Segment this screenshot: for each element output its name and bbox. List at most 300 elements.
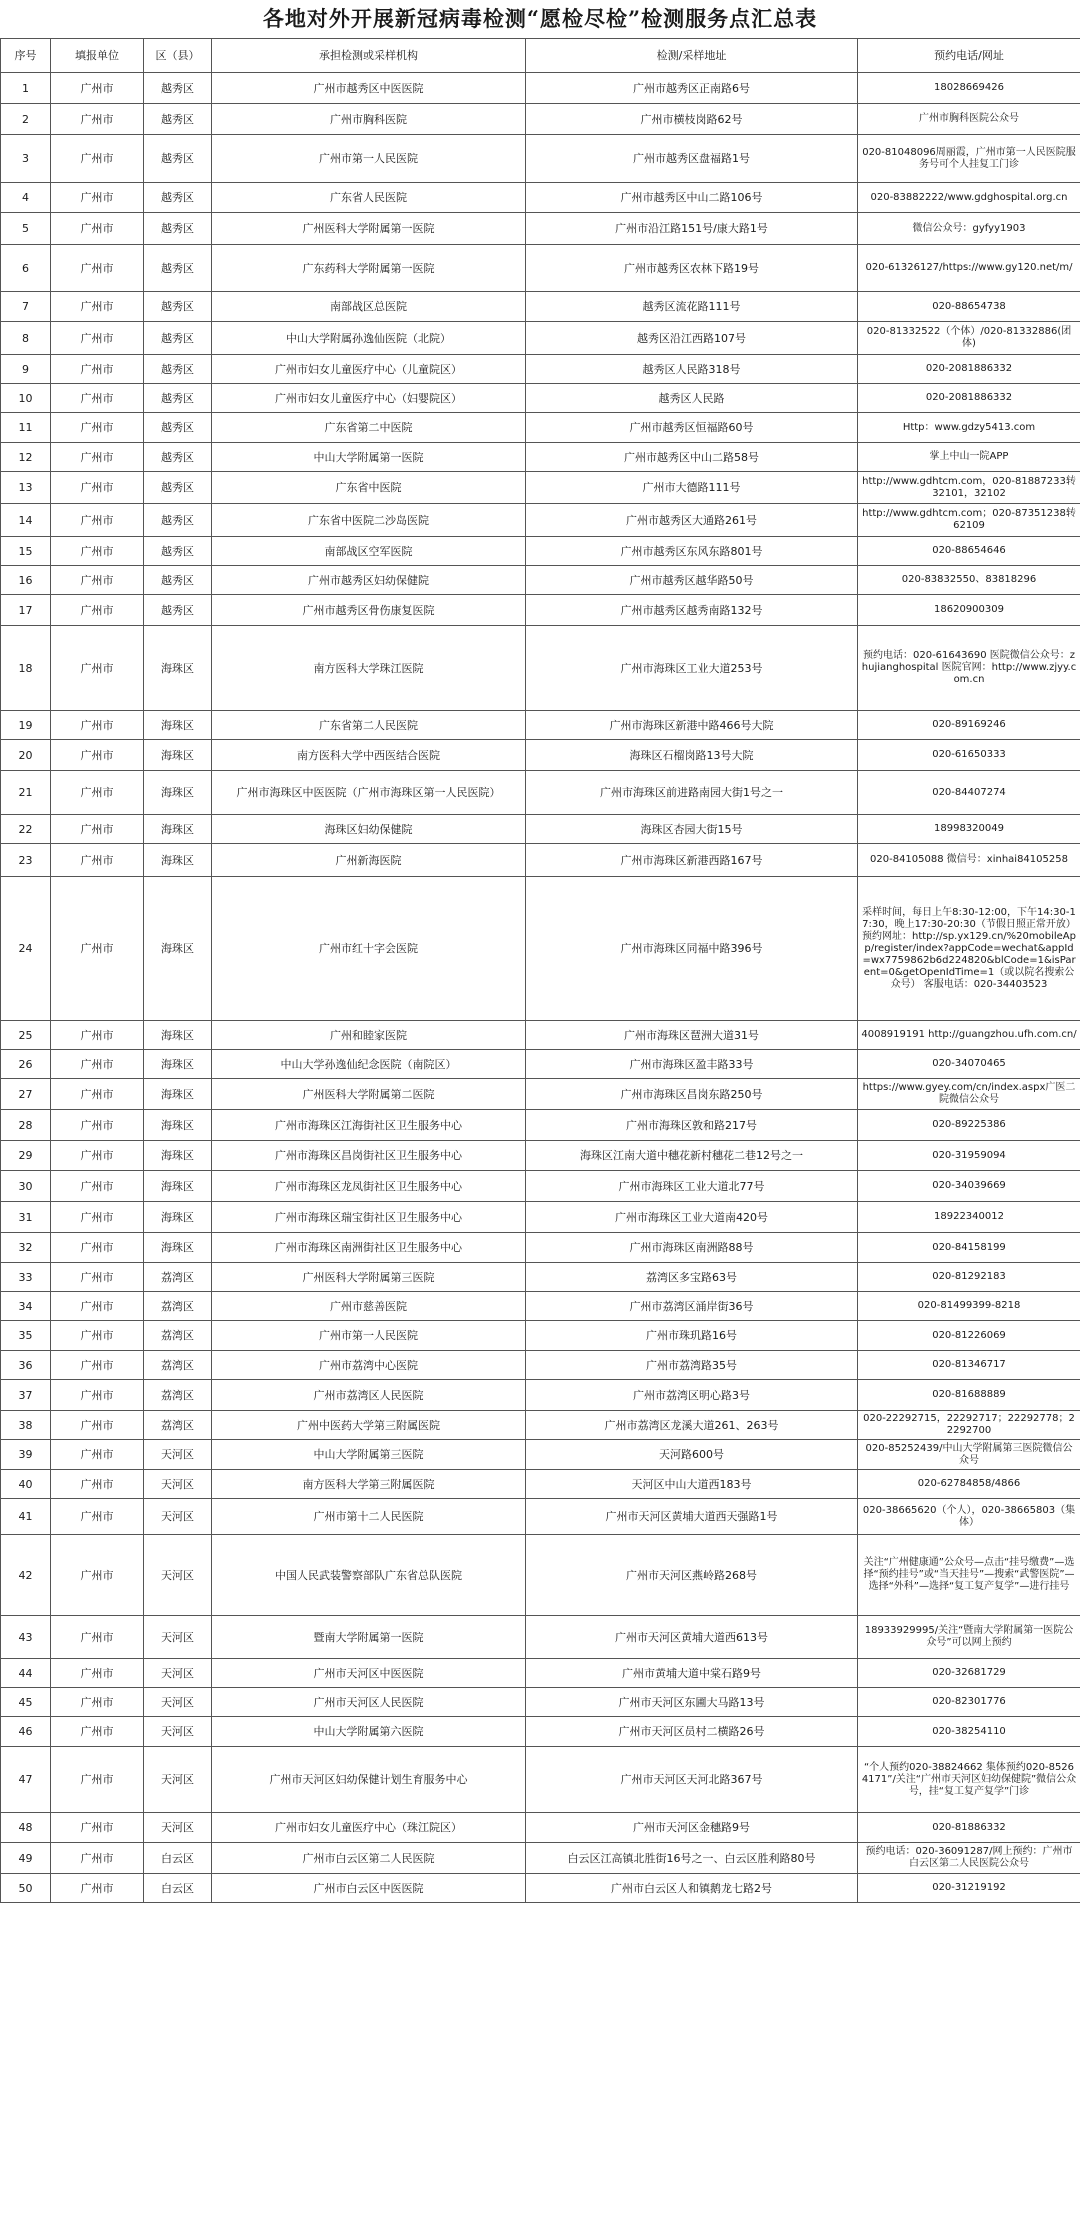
cell-address: 广州市海珠区南洲路88号 [526,1233,858,1263]
table-row [1,504,1080,537]
cell-institution: 广州医科大学附属第一医院 [212,213,526,245]
table-row [1,443,1080,472]
cell-institution: 中山大学附属第三医院 [212,1440,526,1470]
cell-index: 35 [1,1321,51,1351]
cell-address: 广州市越秀区正南路6号 [526,73,858,104]
cell-reporting-unit: 广州市 [51,1411,144,1440]
table-row [1,73,1080,104]
cell-institution: 广州市第一人民医院 [212,1321,526,1351]
cell-institution: 广州市胸科医院 [212,104,526,135]
cell-reporting-unit: 广州市 [51,104,144,135]
cell-contact: 020-81226069 [858,1321,1080,1351]
cell-institution: 广东省第二中医院 [212,413,526,443]
cell-district: 海珠区 [144,1233,212,1263]
cell-contact: 18998320049 [858,815,1080,844]
cell-address: 广州市海珠区新港中路466号大院 [526,711,858,740]
cell-index: 47 [1,1747,51,1813]
cell-district: 天河区 [144,1747,212,1813]
table-row [1,1292,1080,1321]
cell-contact: 020-89225386 [858,1110,1080,1141]
cell-contact: 020-88654646 [858,537,1080,566]
cell-contact: 020-31959094 [858,1141,1080,1171]
cell-reporting-unit: 广州市 [51,1688,144,1717]
cell-reporting-unit: 广州市 [51,815,144,844]
cell-address: 广州市越秀区中山二路58号 [526,443,858,472]
cell-contact: 4008919191 http://guangzhou.ufh.com.cn/ [858,1021,1080,1050]
cell-reporting-unit: 广州市 [51,1535,144,1616]
cell-institution: 广州市荔湾区人民医院 [212,1380,526,1411]
cell-index: 3 [1,135,51,183]
cell-reporting-unit: 广州市 [51,1079,144,1110]
cell-contact: 020-38665620（个人），020-38665803（集体） [858,1499,1080,1535]
cell-address: 广州市越秀区恒福路60号 [526,413,858,443]
table-row [1,1616,1080,1659]
cell-address: 广州市天河区天河北路367号 [526,1747,858,1813]
header-contact: 预约电话/网址 [858,39,1080,73]
cell-institution: 广东省人民医院 [212,183,526,213]
cell-contact: 020-81048096周丽霞，广州市第一人民医院服务号可个人挂复工门诊 [858,135,1080,183]
cell-district: 天河区 [144,1659,212,1688]
cell-institution: 广州市越秀区中医医院 [212,73,526,104]
cell-district: 海珠区 [144,1141,212,1171]
cell-institution: 广东药科大学附属第一医院 [212,245,526,292]
cell-district: 越秀区 [144,135,212,183]
cell-contact: 020-81499399-8218 [858,1292,1080,1321]
cell-district: 越秀区 [144,292,212,322]
cell-district: 荔湾区 [144,1321,212,1351]
table-row [1,815,1080,844]
cell-district: 白云区 [144,1874,212,1903]
cell-district: 海珠区 [144,771,212,815]
table-row [1,1843,1080,1874]
cell-address: 海珠区石榴岗路13号大院 [526,740,858,771]
cell-contact: 020-81346717 [858,1351,1080,1380]
cell-index: 21 [1,771,51,815]
cell-index: 50 [1,1874,51,1903]
cell-contact: Http：www.gdzy5413.com [858,413,1080,443]
cell-index: 31 [1,1202,51,1233]
cell-address: 广州市黄埔大道中棠石路9号 [526,1659,858,1688]
cell-reporting-unit: 广州市 [51,1021,144,1050]
cell-institution: 广州市红十字会医院 [212,877,526,1021]
cell-district: 荔湾区 [144,1380,212,1411]
cell-address: 广州市天河区黄埔大道西天强路1号 [526,1499,858,1535]
table-row [1,877,1080,1021]
cell-address: 广州市天河区黄埔大道西613号 [526,1616,858,1659]
table-row [1,1050,1080,1079]
cell-address: 越秀区人民路 [526,384,858,413]
cell-institution: 广州新海医院 [212,844,526,877]
cell-index: 45 [1,1688,51,1717]
table-row [1,1141,1080,1171]
cell-contact: http://www.gdhtcm.com，020-81887233转32101，32102 [858,472,1080,504]
cell-reporting-unit: 广州市 [51,1440,144,1470]
cell-district: 天河区 [144,1499,212,1535]
cell-district: 越秀区 [144,413,212,443]
table-row [1,1171,1080,1202]
cell-index: 38 [1,1411,51,1440]
cell-address: 广州市天河区东圃大马路13号 [526,1688,858,1717]
cell-district: 天河区 [144,1535,212,1616]
cell-contact: 020-84158199 [858,1233,1080,1263]
cell-reporting-unit: 广州市 [51,537,144,566]
cell-address: 广州市白云区人和镇鹅龙七路2号 [526,1874,858,1903]
cell-index: 16 [1,566,51,595]
cell-reporting-unit: 广州市 [51,183,144,213]
cell-institution: 广州市海珠区龙凤街社区卫生服务中心 [212,1171,526,1202]
cell-district: 天河区 [144,1440,212,1470]
cell-reporting-unit: 广州市 [51,1202,144,1233]
header-district: 区（县） [144,39,212,73]
cell-contact: 020-89169246 [858,711,1080,740]
cell-address: 白云区江高镇北胜街16号之一、白云区胜利路80号 [526,1843,858,1874]
cell-index: 11 [1,413,51,443]
cell-institution: 南方医科大学第三附属医院 [212,1470,526,1499]
table-row [1,711,1080,740]
table-row [1,384,1080,413]
cell-contact: 020-81332522（个体）/020-81332886(团体) [858,322,1080,355]
cell-institution: 广州市第十二人民医院 [212,1499,526,1535]
cell-address: 广州市沿江路151号/康大路1号 [526,213,858,245]
cell-address: 广州市海珠区工业大道南420号 [526,1202,858,1233]
cell-reporting-unit: 广州市 [51,771,144,815]
cell-address: 广州市海珠区昌岗东路250号 [526,1079,858,1110]
cell-institution: 广州市白云区第二人民医院 [212,1843,526,1874]
cell-district: 海珠区 [144,1202,212,1233]
cell-institution: 广东省中医院 [212,472,526,504]
header-index: 序号 [1,39,51,73]
cell-contact: 020-62784858/4866 [858,1470,1080,1499]
cell-address: 广州市荔湾区龙溪大道261、263号 [526,1411,858,1440]
table-row [1,213,1080,245]
header-address: 检测/采样地址 [526,39,858,73]
cell-institution: 南方医科大学中西医结合医院 [212,740,526,771]
cell-reporting-unit: 广州市 [51,1321,144,1351]
cell-district: 越秀区 [144,443,212,472]
cell-address: 越秀区流花路111号 [526,292,858,322]
cell-contact: 020-2081886332 [858,355,1080,384]
cell-contact: 020-2081886332 [858,384,1080,413]
cell-reporting-unit: 广州市 [51,355,144,384]
table-row [1,1351,1080,1380]
cell-address: 广州市海珠区新港西路167号 [526,844,858,877]
cell-reporting-unit: 广州市 [51,711,144,740]
cell-index: 36 [1,1351,51,1380]
cell-contact: 020-61650333 [858,740,1080,771]
cell-contact: 广州市胸科医院公众号 [858,104,1080,135]
cell-index: 28 [1,1110,51,1141]
cell-address: 天河路600号 [526,1440,858,1470]
table-row [1,135,1080,183]
cell-reporting-unit: 广州市 [51,1813,144,1843]
table-row [1,595,1080,626]
cell-district: 白云区 [144,1843,212,1874]
cell-address: 广州市越秀区大通路261号 [526,504,858,537]
cell-reporting-unit: 广州市 [51,292,144,322]
cell-district: 海珠区 [144,1050,212,1079]
cell-address: 广州市天河区员村二横路26号 [526,1717,858,1747]
cell-contact: 020-32681729 [858,1659,1080,1688]
cell-index: 20 [1,740,51,771]
cell-contact: 020-84407274 [858,771,1080,815]
cell-district: 海珠区 [144,1110,212,1141]
table-row [1,1747,1080,1813]
cell-index: 12 [1,443,51,472]
table-row [1,1813,1080,1843]
cell-index: 6 [1,245,51,292]
cell-index: 14 [1,504,51,537]
cell-contact: 预约电话：020-36091287/网上预约：广州市白云区第二人民医院公众号 [858,1843,1080,1874]
cell-institution: 中国人民武装警察部队广东省总队医院 [212,1535,526,1616]
cell-reporting-unit: 广州市 [51,135,144,183]
cell-institution: 广州市妇女儿童医疗中心（珠江院区） [212,1813,526,1843]
table-row [1,1688,1080,1717]
cell-address: 越秀区人民路318号 [526,355,858,384]
cell-district: 天河区 [144,1813,212,1843]
table-row [1,771,1080,815]
cell-institution: 海珠区妇幼保健院 [212,815,526,844]
table-row [1,1233,1080,1263]
cell-contact: 020-85252439/中山大学附属第三医院微信公众号 [858,1440,1080,1470]
table-row [1,1021,1080,1050]
cell-institution: 广州市白云区中医医院 [212,1874,526,1903]
cell-district: 荔湾区 [144,1351,212,1380]
cell-contact: 020-81292183 [858,1263,1080,1292]
cell-institution: 广州市海珠区中医医院（广州市海珠区第一人民医院） [212,771,526,815]
cell-address: 天河区中山大道西183号 [526,1470,858,1499]
table-row [1,413,1080,443]
cell-contact: 预约电话：020-61643690 医院微信公众号：zhujianghospital 医院官网：http://www.zjyy.com.cn [858,626,1080,711]
cell-index: 24 [1,877,51,1021]
table-row [1,1535,1080,1616]
table-row [1,566,1080,595]
cell-index: 41 [1,1499,51,1535]
cell-contact: 18028669426 [858,73,1080,104]
cell-district: 海珠区 [144,844,212,877]
table-row [1,183,1080,213]
table-row [1,1202,1080,1233]
cell-contact: 020-38254110 [858,1717,1080,1747]
cell-district: 天河区 [144,1470,212,1499]
cell-address: 广州市横枝岗路62号 [526,104,858,135]
cell-district: 海珠区 [144,1171,212,1202]
cell-address: 广州市越秀区东风东路801号 [526,537,858,566]
cell-institution: 广州市第一人民医院 [212,135,526,183]
cell-index: 9 [1,355,51,384]
cell-reporting-unit: 广州市 [51,595,144,626]
cell-district: 越秀区 [144,183,212,213]
table-row [1,626,1080,711]
cell-contact: 020-82301776 [858,1688,1080,1717]
table-row [1,1659,1080,1688]
cell-district: 海珠区 [144,740,212,771]
cell-reporting-unit: 广州市 [51,1380,144,1411]
cell-address: 广州市越秀区越秀南路132号 [526,595,858,626]
cell-index: 32 [1,1233,51,1263]
cell-address: 广州市海珠区工业大道253号 [526,626,858,711]
cell-reporting-unit: 广州市 [51,245,144,292]
cell-address: 广州市越秀区越华路50号 [526,566,858,595]
cell-institution: 广州市海珠区瑞宝街社区卫生服务中心 [212,1202,526,1233]
cell-index: 29 [1,1141,51,1171]
cell-address: 广州市海珠区前进路南园大街1号之一 [526,771,858,815]
cell-reporting-unit: 广州市 [51,1499,144,1535]
cell-institution: 广州市慈善医院 [212,1292,526,1321]
cell-reporting-unit: 广州市 [51,877,144,1021]
cell-contact: 020-61326127/https://www.gy120.net/m/ [858,245,1080,292]
cell-contact: 采样时间，每日上午8:30-12:00，下午14:30-17:30，晚上17:30-20:30（节假日照正常开放） 预约网址：http://sp.yx129.cn/%20mobileApp/register/index?appCode=wechat&appId=wx7759862b6d224820&blCode=1&isParent=0&getOpenIdTime=1（或以院名搜索公众号） 客服电话：020-34403523 [858,877,1080,1021]
cell-contact: 18933929995/关注“暨南大学附属第一医院公众号”可以网上预约 [858,1616,1080,1659]
cell-address: 广州市海珠区盈丰路33号 [526,1050,858,1079]
cell-index: 34 [1,1292,51,1321]
cell-reporting-unit: 广州市 [51,1470,144,1499]
cell-index: 22 [1,815,51,844]
cell-reporting-unit: 广州市 [51,384,144,413]
cell-district: 越秀区 [144,504,212,537]
cell-address: 广州市珠玑路16号 [526,1321,858,1351]
cell-reporting-unit: 广州市 [51,740,144,771]
cell-reporting-unit: 广州市 [51,472,144,504]
cell-index: 1 [1,73,51,104]
cell-district: 天河区 [144,1717,212,1747]
cell-contact: 18922340012 [858,1202,1080,1233]
cell-index: 5 [1,213,51,245]
cell-institution: 南方医科大学珠江医院 [212,626,526,711]
cell-district: 海珠区 [144,815,212,844]
cell-reporting-unit: 广州市 [51,1616,144,1659]
cell-reporting-unit: 广州市 [51,844,144,877]
cell-index: 30 [1,1171,51,1202]
cell-address: 广州市海珠区敦和路217号 [526,1110,858,1141]
cell-reporting-unit: 广州市 [51,1050,144,1079]
cell-institution: 广州市妇女儿童医疗中心（儿童院区） [212,355,526,384]
cell-district: 越秀区 [144,322,212,355]
cell-contact: 18620900309 [858,595,1080,626]
cell-reporting-unit: 广州市 [51,213,144,245]
cell-contact: 020-81886332 [858,1813,1080,1843]
cell-address: 广州市越秀区农林下路19号 [526,245,858,292]
cell-index: 44 [1,1659,51,1688]
cell-institution: 广东省中医院二沙岛医院 [212,504,526,537]
table-row [1,1110,1080,1141]
cell-contact: https://www.gyey.com/cn/index.aspx广医二院微信公众号 [858,1079,1080,1110]
cell-district: 海珠区 [144,1079,212,1110]
cell-district: 越秀区 [144,566,212,595]
cell-reporting-unit: 广州市 [51,1874,144,1903]
cell-reporting-unit: 广州市 [51,1843,144,1874]
cell-index: 46 [1,1717,51,1747]
cell-contact: 020-22292715，22292717；22292778；22292700 [858,1411,1080,1440]
cell-institution: 广州市荔湾中心医院 [212,1351,526,1380]
cell-district: 越秀区 [144,384,212,413]
cell-district: 荔湾区 [144,1292,212,1321]
table-row [1,1411,1080,1440]
cell-index: 37 [1,1380,51,1411]
page-title: 各地对外开展新冠病毒检测“愿检尽检”检测服务点汇总表 [262,6,818,31]
cell-institution: 广东省第二人民医院 [212,711,526,740]
cell-index: 48 [1,1813,51,1843]
cell-address: 海珠区江南大道中穗花新村穗花二巷12号之一 [526,1141,858,1171]
header-institution: 承担检测或采样机构 [212,39,526,73]
cell-contact: 020-31219192 [858,1874,1080,1903]
cell-institution: 中山大学附属孙逸仙医院（北院） [212,322,526,355]
cell-reporting-unit: 广州市 [51,626,144,711]
cell-address: 广州市荔湾区明心路3号 [526,1380,858,1411]
cell-contact: 020-83832550、83818296 [858,566,1080,595]
service-points-table [0,38,1080,1903]
cell-institution: 广州市妇女儿童医疗中心（妇婴院区） [212,384,526,413]
cell-district: 海珠区 [144,877,212,1021]
cell-district: 越秀区 [144,73,212,104]
cell-district: 越秀区 [144,595,212,626]
cell-contact: 微信公众号：gyfyy1903 [858,213,1080,245]
table-row [1,1263,1080,1292]
cell-address: 荔湾区多宝路63号 [526,1263,858,1292]
cell-index: 49 [1,1843,51,1874]
cell-address: 广州市越秀区盘福路1号 [526,135,858,183]
table-row [1,1874,1080,1903]
header-reporting-unit: 填报单位 [51,39,144,73]
table-row [1,1717,1080,1747]
table-row [1,740,1080,771]
cell-reporting-unit: 广州市 [51,1659,144,1688]
cell-institution: 中山大学附属第一医院 [212,443,526,472]
cell-institution: 广州市海珠区江海街社区卫生服务中心 [212,1110,526,1141]
cell-index: 18 [1,626,51,711]
cell-reporting-unit: 广州市 [51,413,144,443]
cell-district: 越秀区 [144,537,212,566]
cell-index: 8 [1,322,51,355]
cell-address: 广州市天河区燕岭路268号 [526,1535,858,1616]
cell-institution: 中山大学附属第六医院 [212,1717,526,1747]
cell-contact: 020-88654738 [858,292,1080,322]
cell-institution: 广州市越秀区骨伤康复医院 [212,595,526,626]
cell-index: 23 [1,844,51,877]
cell-reporting-unit: 广州市 [51,1717,144,1747]
cell-address: 海珠区杏园大街15号 [526,815,858,844]
cell-contact: 020-84105088 微信号：xinhai84105258 [858,844,1080,877]
cell-institution: 南部战区总医院 [212,292,526,322]
cell-index: 25 [1,1021,51,1050]
cell-institution: 广州市海珠区昌岗街社区卫生服务中心 [212,1141,526,1171]
cell-district: 海珠区 [144,1021,212,1050]
cell-address: 越秀区沿江西路107号 [526,322,858,355]
cell-index: 7 [1,292,51,322]
cell-reporting-unit: 广州市 [51,1233,144,1263]
table-row [1,1321,1080,1351]
cell-index: 39 [1,1440,51,1470]
cell-index: 2 [1,104,51,135]
cell-district: 越秀区 [144,104,212,135]
cell-address: 广州市荔湾路35号 [526,1351,858,1380]
cell-index: 17 [1,595,51,626]
cell-index: 19 [1,711,51,740]
cell-index: 4 [1,183,51,213]
cell-institution: 广州医科大学附属第二医院 [212,1079,526,1110]
table-row [1,104,1080,135]
cell-institution: 广州市天河区人民医院 [212,1688,526,1717]
cell-reporting-unit: 广州市 [51,1351,144,1380]
cell-index: 26 [1,1050,51,1079]
cell-institution: 广州医科大学附属第三医院 [212,1263,526,1292]
cell-reporting-unit: 广州市 [51,566,144,595]
cell-index: 27 [1,1079,51,1110]
cell-address: 广州市海珠区琶洲大道31号 [526,1021,858,1050]
cell-reporting-unit: 广州市 [51,1263,144,1292]
cell-contact: “个人预约020-38824662 集体预约020-85264171”/关注“广州市天河区妇幼保健院”微信公众号，挂“复工复产复学”门诊 [858,1747,1080,1813]
table-row [1,1440,1080,1470]
cell-contact: 关注“广州健康通”公众号—点击“挂号缴费”—选择“预约挂号”或“当天挂号”—搜索“武警医院”—选择“外科”—选择“复工复产复学”—进行挂号 [858,1535,1080,1616]
